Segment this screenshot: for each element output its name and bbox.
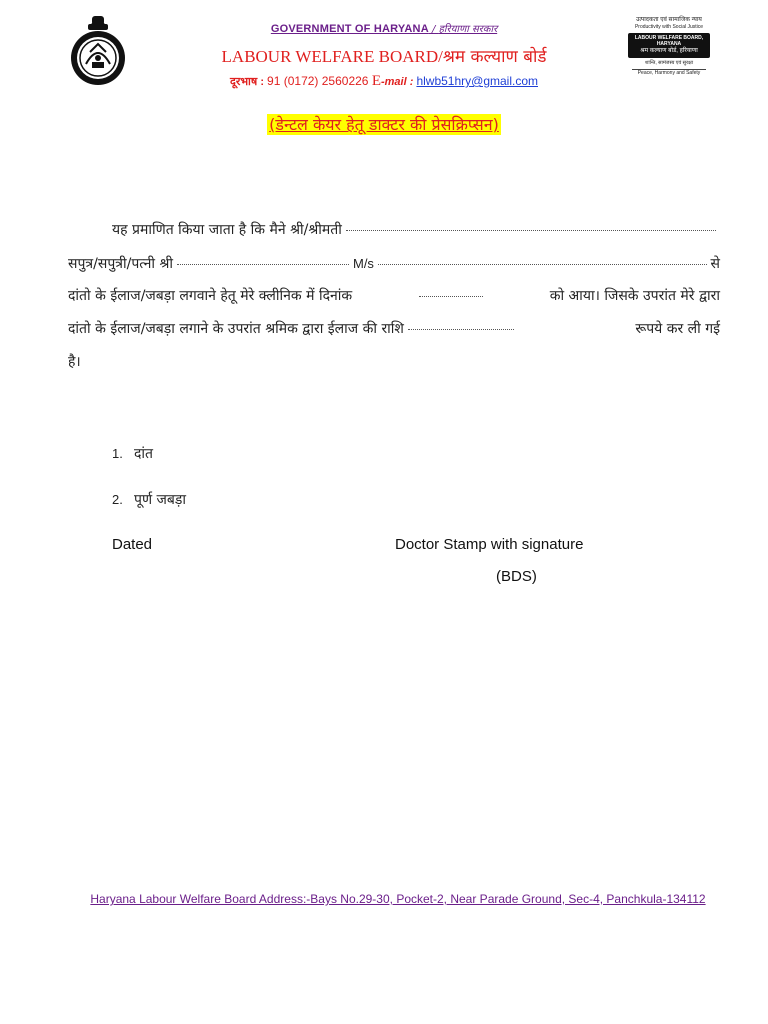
certificate-paragraph — [68, 214, 720, 384]
list-item: 2. पूर्ण जबड़ा — [112, 492, 187, 508]
list-item: 1. दांत — [112, 446, 154, 462]
relation-name-blank[interactable] — [177, 263, 349, 265]
paragraph-line-3: दांतो के ईलाज/जबड़ा लगवाने हेतू मेरे क्लीनिक में दिनांक को आया। जिसके उपरांत मेरे द्वारा — [68, 288, 720, 304]
amount-blank[interactable] — [408, 328, 514, 330]
contact-line: दूरभाष : 91 (0172) 2560226 E-mail : hlwb51hry@gmail.com — [229, 73, 538, 89]
paragraph-line-5: है। — [68, 354, 81, 370]
date-blank[interactable] — [419, 295, 483, 297]
footer-address: Haryana Labour Welfare Board Address:-Bays No.29-30, Pocket-2, Near Parade Ground, Sec-4, Panchkula-134112 — [90, 892, 706, 906]
doctor-stamp-label: Doctor Stamp with signature — [395, 536, 584, 553]
labour-board-logo: उत्पादकता एवं सामाजिक न्याय Productivity with Social Justice LABOUR WELFARE BOARD, HARYANA श्रम कल्याण बोर्ड, हरियाणा शान्ति, सामंजस्य एवं सुरक्षा Peace, Harmony and Safety — [628, 16, 710, 90]
board-heading: LABOUR WELFARE BOARD/श्रम कल्याण बोर्ड — [221, 47, 547, 67]
paragraph-line-2: सपुत्र/सपुत्री/पत्नी श्री M/s से — [68, 256, 720, 272]
page-title: (डेन्टल केयर हेतू डाक्टर की प्रेसक्रिप्सन) — [269, 115, 499, 134]
paragraph-line-1: यह प्रमाणित किया जाता है कि मैने श्री/श्रीमती — [68, 214, 720, 247]
paragraph-line-4: दांतो के ईलाज/जबड़ा लगाने के उपरांत श्रमिक द्वारा ईलाज की राशि रूपये कर ली गई — [68, 321, 720, 337]
dated-label: Dated — [112, 536, 153, 553]
government-heading: GOVERNMENT OF HARYANA / हरियाणा सरकार — [270, 23, 498, 35]
bds-label: (BDS) — [496, 568, 537, 585]
email-link[interactable]: hlwb51hry@gmail.com — [416, 74, 538, 88]
name-blank[interactable] — [346, 229, 716, 231]
ms-blank[interactable] — [378, 263, 707, 265]
